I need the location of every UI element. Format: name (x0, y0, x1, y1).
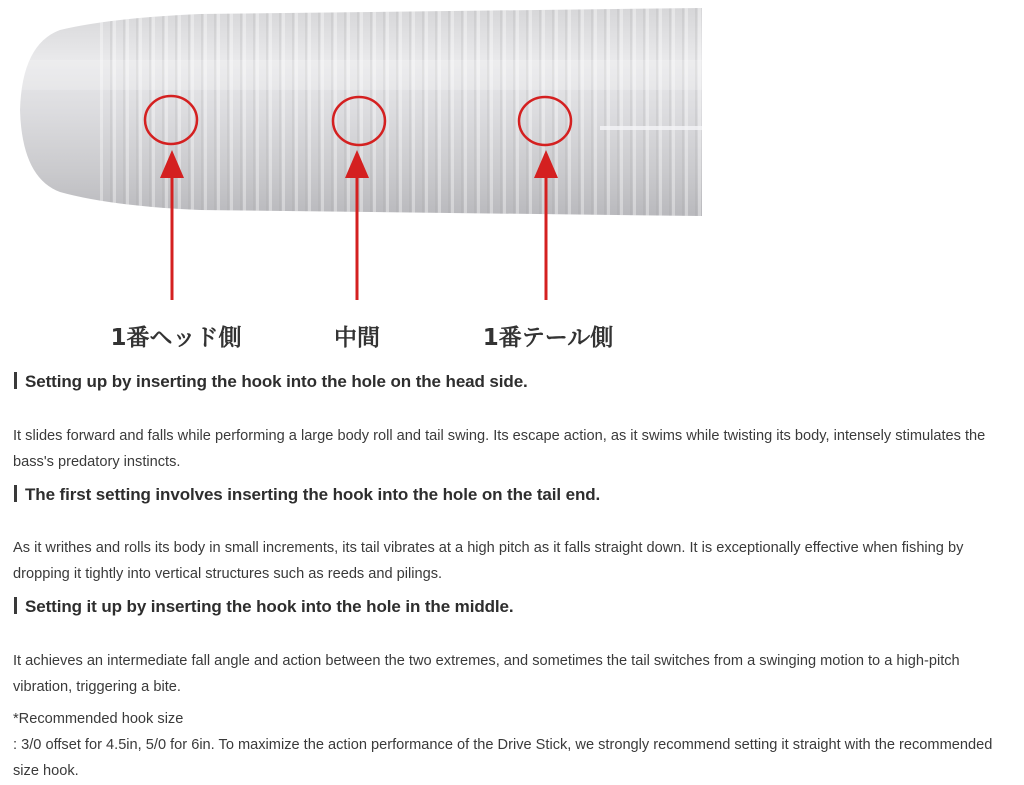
section-heading-tail-end: The first setting involves inserting the hook into the hole on the tail end. (14, 485, 600, 505)
label-head-side: 1番ヘッド側 (110, 325, 242, 351)
heading-bar (14, 597, 17, 614)
section-heading-middle: Setting it up by inserting the hook into the hole in the middle. (14, 597, 514, 617)
heading-bar (14, 485, 17, 502)
recommended-hook-text: : 3/0 offset for 4.5in, 5/0 for 6in. To maximize the action performance of the Drive Stick, we strongly recommend setting it straight with the recommended size hook. (13, 737, 993, 779)
lure-hook-position-figure (0, 0, 1024, 360)
section-heading-head-side: Setting up by inserting the hook into the hole on the head side. (14, 372, 528, 392)
section-text-head-side: It slides forward and falls while performing a large body roll and tail swing. Its escape action, as it swims while twisting its body, intensely stimulates the bass's predatory instincts. (13, 428, 986, 470)
section-text-tail-end: As it writhes and rolls its body in small increments, its tail vibrates at a high pitch as it falls straight down. It is exceptionally effective when fishing by dropping it tightly into vertical structures such as reeds and pilings. (13, 540, 964, 582)
soft-bait-body (20, 0, 702, 230)
heading-bar (14, 372, 17, 389)
recommended-hook-title: *Recommended hook size (13, 711, 184, 727)
label-tail-side: 1番テール側 (482, 325, 614, 351)
label-middle: 中間 (334, 325, 380, 351)
section-text-middle: It achieves an intermediate fall angle and action between the two extremes, and sometimes the tail switches from a swinging motion to a high-pitch vibration, triggering a bite. (13, 653, 960, 695)
